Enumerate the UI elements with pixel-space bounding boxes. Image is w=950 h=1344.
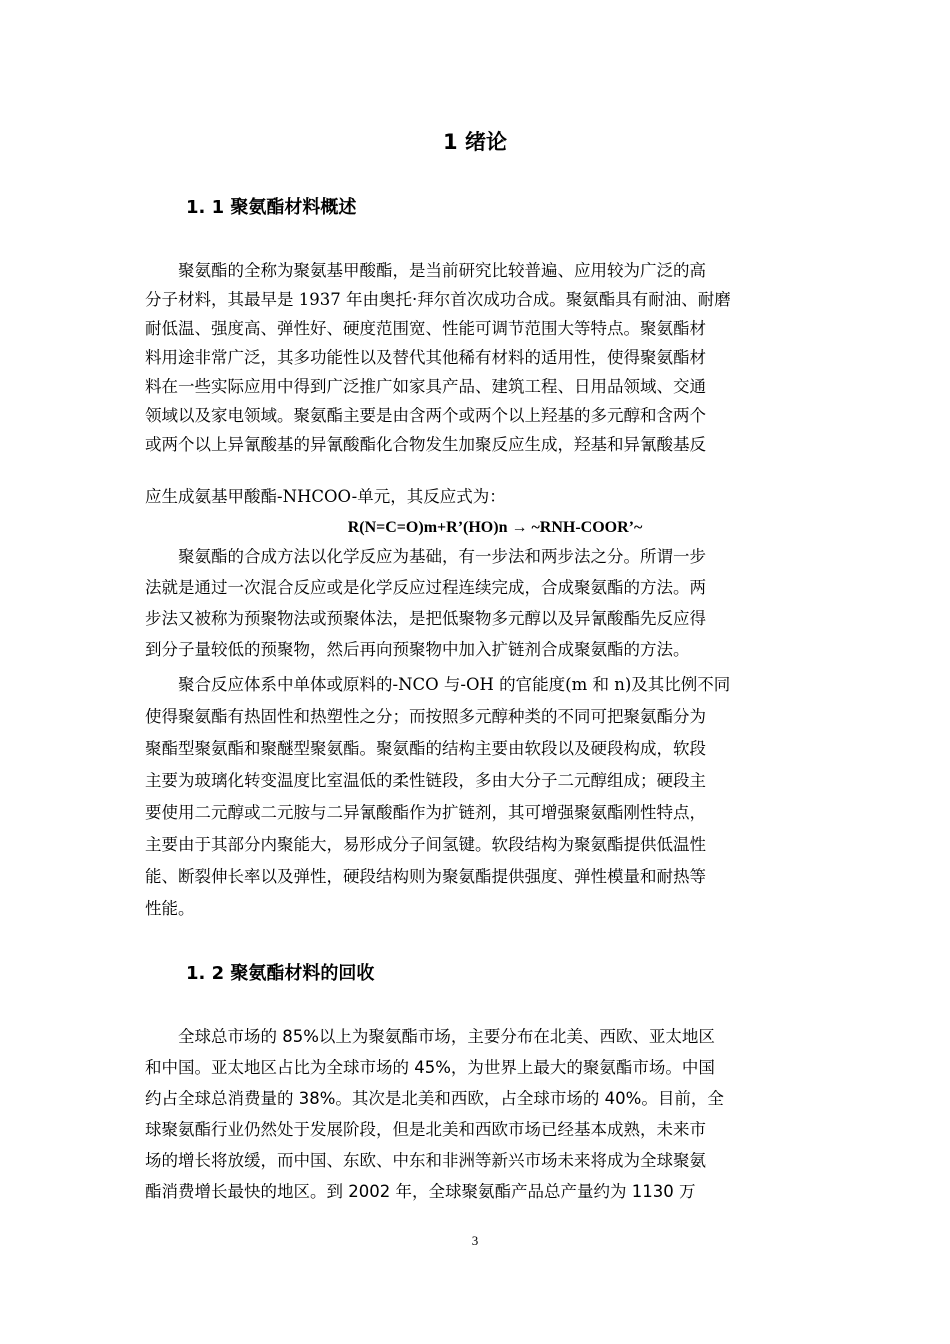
paragraph-line: 约占全球总消费量的 38%。其次是北美和西欧，占全球市场的 40%。目前，全 <box>145 1089 724 1108</box>
paragraph-line: 分子材料，其最早是 1937 年由奥托·拜尔首次成功合成。聚氨酯具有耐油、耐磨 <box>145 290 731 309</box>
chapter-title: 1 绪论 <box>443 130 507 154</box>
paragraph-line: 聚氨酯的合成方法以化学反应为基础，有一步法和两步法之分。所谓一步 <box>178 547 706 566</box>
paragraph-line: 性能。 <box>145 899 195 918</box>
section-title-1-2: 1. 2 聚氨酯材料的回收 <box>186 963 375 984</box>
paragraph-line: 要使用二元醇或二元胺与二异氰酸酯作为扩链剂，其可增强聚氨酯刚性特点， <box>145 803 706 822</box>
paragraph-line: 到分子量较低的预聚物，然后再向预聚物中加入扩链剂合成聚氨酯的方法。 <box>145 640 690 659</box>
paragraph-line: 和中国。亚太地区占比为全球市场的 45%，为世界上最大的聚氨酯市场。中国 <box>145 1058 715 1077</box>
paragraph-line: 步法又被称为预聚物法或预聚体法，是把低聚物多元醇以及异氰酸酯先反应得 <box>145 609 706 628</box>
reaction-formula: R(N=C=O)m+R’(HO)n → ~RNH-COOR’~ <box>347 519 643 536</box>
section-title-1-1: 1. 1 聚氨酯材料概述 <box>186 197 357 218</box>
paragraph-line: 主要由于其部分内聚能大，易形成分子间氢键。软段结构为聚氨酯提供低温性 <box>145 835 706 854</box>
paragraph-line: 聚酯型聚氨酯和聚醚型聚氨酯。聚氨酯的结构主要由软段以及硬段构成，软段 <box>145 739 706 758</box>
paragraph-line: 耐低温、强度高、弹性好、硬度范围宽、性能可调节范围大等特点。聚氨酯材 <box>145 319 706 338</box>
paragraph-line: 法就是通过一次混合反应或是化学反应过程连续完成，合成聚氨酯的方法。两 <box>145 578 706 597</box>
paragraph-line: 领域以及家电领域。聚氨酯主要是由含两个或两个以上羟基的多元醇和含两个 <box>145 406 706 425</box>
paragraph-line: 球聚氨酯行业仍然处于发展阶段，但是北美和西欧市场已经基本成熟，未来市 <box>145 1120 706 1139</box>
paragraph-line: 聚合反应体系中单体或原料的-NCO 与-OH 的官能度(m 和 n)及其比例不同 <box>178 675 731 694</box>
paragraph-line: 主要为玻璃化转变温度比室温低的柔性链段，多由大分子二元醇组成；硬段主 <box>145 771 706 790</box>
paragraph-line: 料用途非常广泛，其多功能性以及替代其他稀有材料的适用性，使得聚氨酯材 <box>145 348 706 367</box>
paragraph-line: 聚氨酯的全称为聚氨基甲酸酯，是当前研究比较普遍、应用较为广泛的高 <box>178 261 706 280</box>
paragraph-line: 全球总市场的 85%以上为聚氨酯市场，主要分布在北美、西欧、亚太地区 <box>178 1027 715 1046</box>
paragraph-line: 或两个以上异氰酸基的异氰酸酯化合物发生加聚反应生成，羟基和异氰酸基反 <box>145 435 706 454</box>
paragraph-line: 能、断裂伸长率以及弹性，硬段结构则为聚氨酯提供强度、弹性模量和耐热等 <box>145 867 706 886</box>
page-number: 3 <box>471 1233 479 1248</box>
paragraph-line: 场的增长将放缓，而中国、东欧、中东和非洲等新兴市场未来将成为全球聚氨 <box>145 1151 706 1170</box>
paragraph-line: 酯消费增长最快的地区。到 2002 年，全球聚氨酯产品总产量约为 1130 万 <box>145 1182 696 1201</box>
paragraph-line: 应生成氨基甲酸酯-NHCOO-单元，其反应式为： <box>145 487 506 506</box>
paragraph-line: 料在一些实际应用中得到广泛推广如家具产品、建筑工程、日用品领域、交通 <box>145 377 706 396</box>
paragraph-line: 使得聚氨酯有热固性和热塑性之分；而按照多元醇种类的不同可把聚氨酯分为 <box>145 707 706 726</box>
